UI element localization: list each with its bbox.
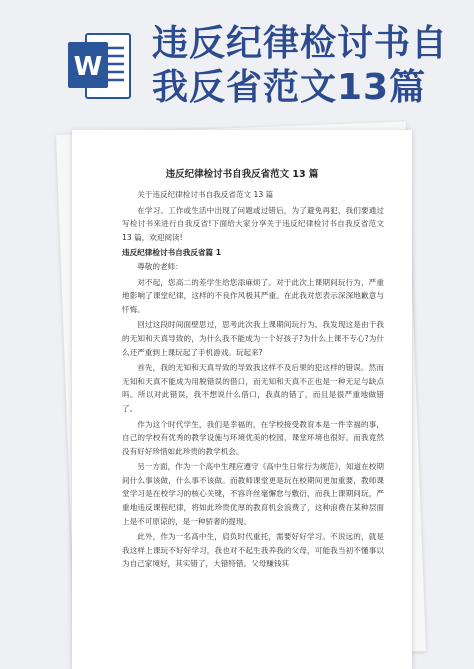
document-paragraph: 在学习、工作或生活中出现了问题或过错后，为了避免再犯，我们要通过写检讨书来进行自我反省!下面给大家分享关于违反纪律检讨书自我反省范文 13 篇，欢迎阅读! [122, 205, 384, 242]
document-paragraph: 此外，作为一名高中生，肩负时代重托，需要好好学习。不说远的，就是我这样上课玩不好好学习，我也对不起生我养我的父母，可能我当初不懂事以为自己家境好，其实错了，大错特错。父母赚钱其 [122, 532, 384, 569]
word-document-icon [66, 30, 132, 102]
document-paragraph: 作为这个时代学生，我们是幸福的，在学校接受教育本是一件幸福的事，自己的学校有优秀的教学设施与环境优美的校园，课堂环境也很好。而我竟然没有好好珍惜如此珍贵的教学机会。 [122, 419, 384, 456]
document-paragraph: 关于违反纪律检讨书自我反省范文 13 篇 [137, 190, 274, 199]
salutation: 尊敬的老师： [137, 261, 183, 271]
document-paragraph: 另一方面，作为一个高中生理应遵守《高中生日常行为规范》，知道在校期间什么事该做，什么事不该做。而教师课堂更是玩在校期间更加重要，教师课堂学习是在校学习的核心关键，不容许丝毫懈怠与敷衍，而我上课期间玩，严重地违反课程纪律，将如此珍贵优厚的教育机会浪费了，这种浪费在某种层面上是不可原谅的，是一种骄奢的提现。 [122, 462, 384, 526]
document-paragraph: 首先，我的无知和天真导致的导致我这样不及后果的犯这样的错误。然而无知和天真不能成为用脱错误的借口，而无知和天真不正也是一种无足与缺点吗。所以对此错误，我不想说什么借口，我真的错了，而且是很严重地做错了。 [122, 363, 384, 413]
document-page [72, 130, 412, 669]
banner [0, 0, 474, 130]
section-heading: 违反纪律检讨书自我反省篇 1 [122, 248, 222, 258]
document-body [122, 188, 384, 573]
document-title: 违反纪律检讨书自我反省范文 13 篇 [165, 169, 319, 180]
document-paragraph: 回过这段时间面壁思过，思考此次我上课期间玩行为。我发现这是由于我的无知和天真导致的，为什么我不能成为一个好孩子?为什么上课不专心?为什么还严重到上课玩起了手机游戏。玩起来? [122, 320, 384, 357]
document-paragraph: 对不起，您高二的差学生给您添麻烦了。对于此次上课期间玩行为，严重地影响了课堂纪律，这样的不良作风极其严重。在此我对您表示深深地歉意与忏悔。 [122, 277, 384, 314]
svg-text:W: W [73, 52, 103, 82]
banner-title: 违反纪律检讨书自我反省范文13篇 [152, 23, 449, 108]
